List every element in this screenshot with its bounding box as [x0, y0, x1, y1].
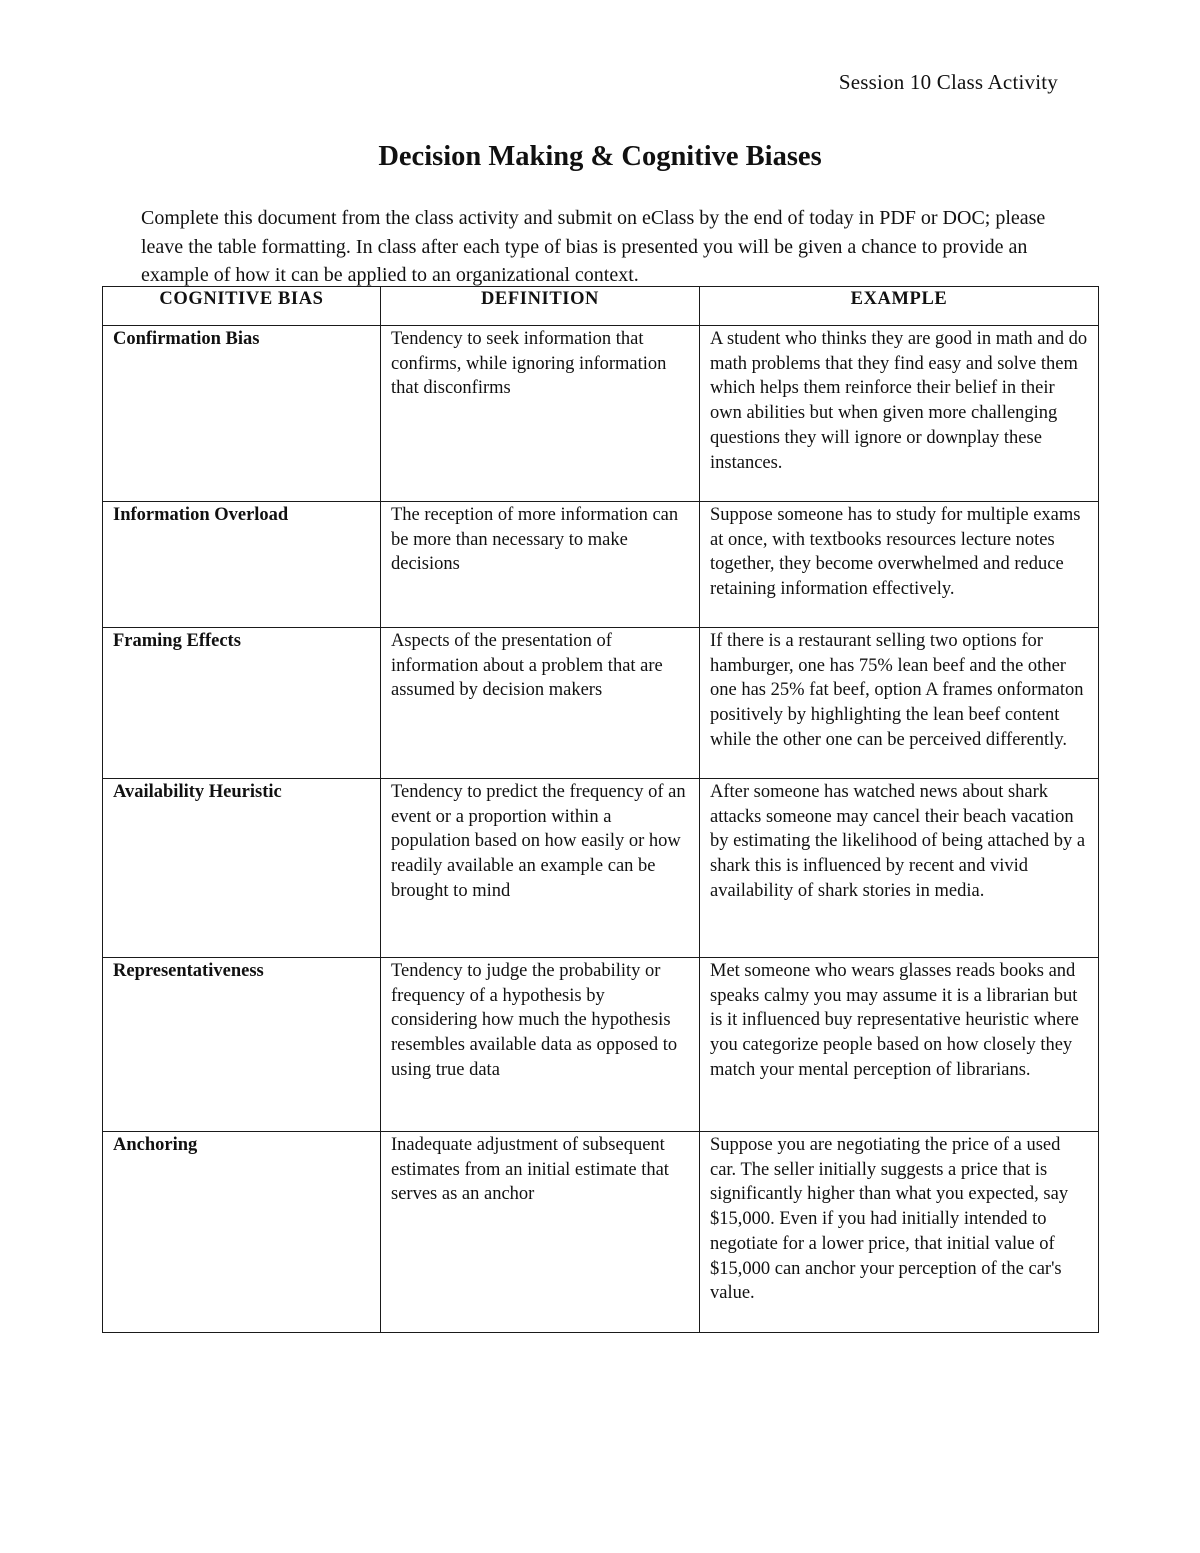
example-cell: After someone has watched news about shark attacks someone may cancel their beach vacation by estimating the likelihood of being attached by a shark this is influenced by recent and vivid availability of shark stories in media.: [700, 779, 1099, 958]
header-example: EXAMPLE: [700, 287, 1099, 326]
instructions-paragraph: Complete this document from the class activity and submit on eClass by the end of today in PDF or DOC; please leave the table formatting. In class after each type of bias is presented you will be given a chance to provide an example of how it can be applied to an organizational context.: [141, 207, 1046, 286]
header-cognitive-bias: COGNITIVE BIAS: [103, 287, 381, 326]
table-row-confirmation-bias: [103, 326, 1099, 502]
table-header-row: [103, 287, 1099, 326]
definition-cell: Aspects of the presentation of information about a problem that are assumed by decision makers: [381, 628, 700, 779]
table-row-framing-effects: [103, 628, 1099, 779]
document-title: Decision Making & Cognitive Biases: [378, 141, 822, 172]
example-cell: A student who thinks they are good in math and do math problems that they find easy and solve them which helps them reinforce their belief in their own abilities but when given more challenging questions they will ignore or downplay these instances.: [700, 326, 1099, 502]
example-cell: Met someone who wears glasses reads books and speaks calmy you may assume it is a librarian but is it influenced buy representative heuristic where you categorize people based on how closely they match your mental perception of librarians.: [700, 958, 1099, 1132]
example-cell: Suppose someone has to study for multiple exams at once, with textbooks resources lecture notes together, they become overwhelmed and reduce retaining information effectively.: [700, 502, 1099, 628]
bias-name-cell: Availability Heuristic: [103, 779, 381, 958]
bias-name-cell: Framing Effects: [103, 628, 381, 779]
definition-cell: Inadequate adjustment of subsequent estimates from an initial estimate that serves as an anchor: [381, 1132, 700, 1333]
table-row-information-overload: [103, 502, 1099, 628]
bias-name-cell: Anchoring: [103, 1132, 381, 1333]
bias-name-cell: Information Overload: [103, 502, 381, 628]
session-label: Session 10 Class Activity: [838, 70, 1058, 94]
definition-cell: Tendency to seek information that confirms, while ignoring information that disconfirms: [381, 326, 700, 502]
header-definition: DEFINITION: [381, 287, 700, 326]
definition-cell: The reception of more information can be more than necessary to make decisions: [381, 502, 700, 628]
cognitive-bias-table: [102, 286, 1099, 1333]
example-cell: Suppose you are negotiating the price of a used car. The seller initially suggests a price that is significantly higher than what you expected, say $15,000. Even if you had initially intended to negotiate for a lower price, that initial value of $15,000 can anchor your perception of the car's value.: [700, 1132, 1099, 1333]
table-row-representativeness: [103, 958, 1099, 1132]
definition-cell: Tendency to predict the frequency of an event or a proportion within a population based on how easily or how readily available an example can be brought to mind: [381, 779, 700, 958]
bias-name-cell: Representativeness: [103, 958, 381, 1132]
table-row-availability-heuristic: [103, 779, 1099, 958]
definition-cell: Tendency to judge the probability or frequency of a hypothesis by considering how much the hypothesis resembles available data as opposed to using true data: [381, 958, 700, 1132]
bias-name-cell: Confirmation Bias: [103, 326, 381, 502]
table-row-anchoring: [103, 1132, 1099, 1333]
example-cell: If there is a restaurant selling two options for hamburger, one has 75% lean beef and the other one has 25% fat beef, option A frames onformaton positively by highlighting the lean beef content while the other one can be perceived differently.: [700, 628, 1099, 779]
